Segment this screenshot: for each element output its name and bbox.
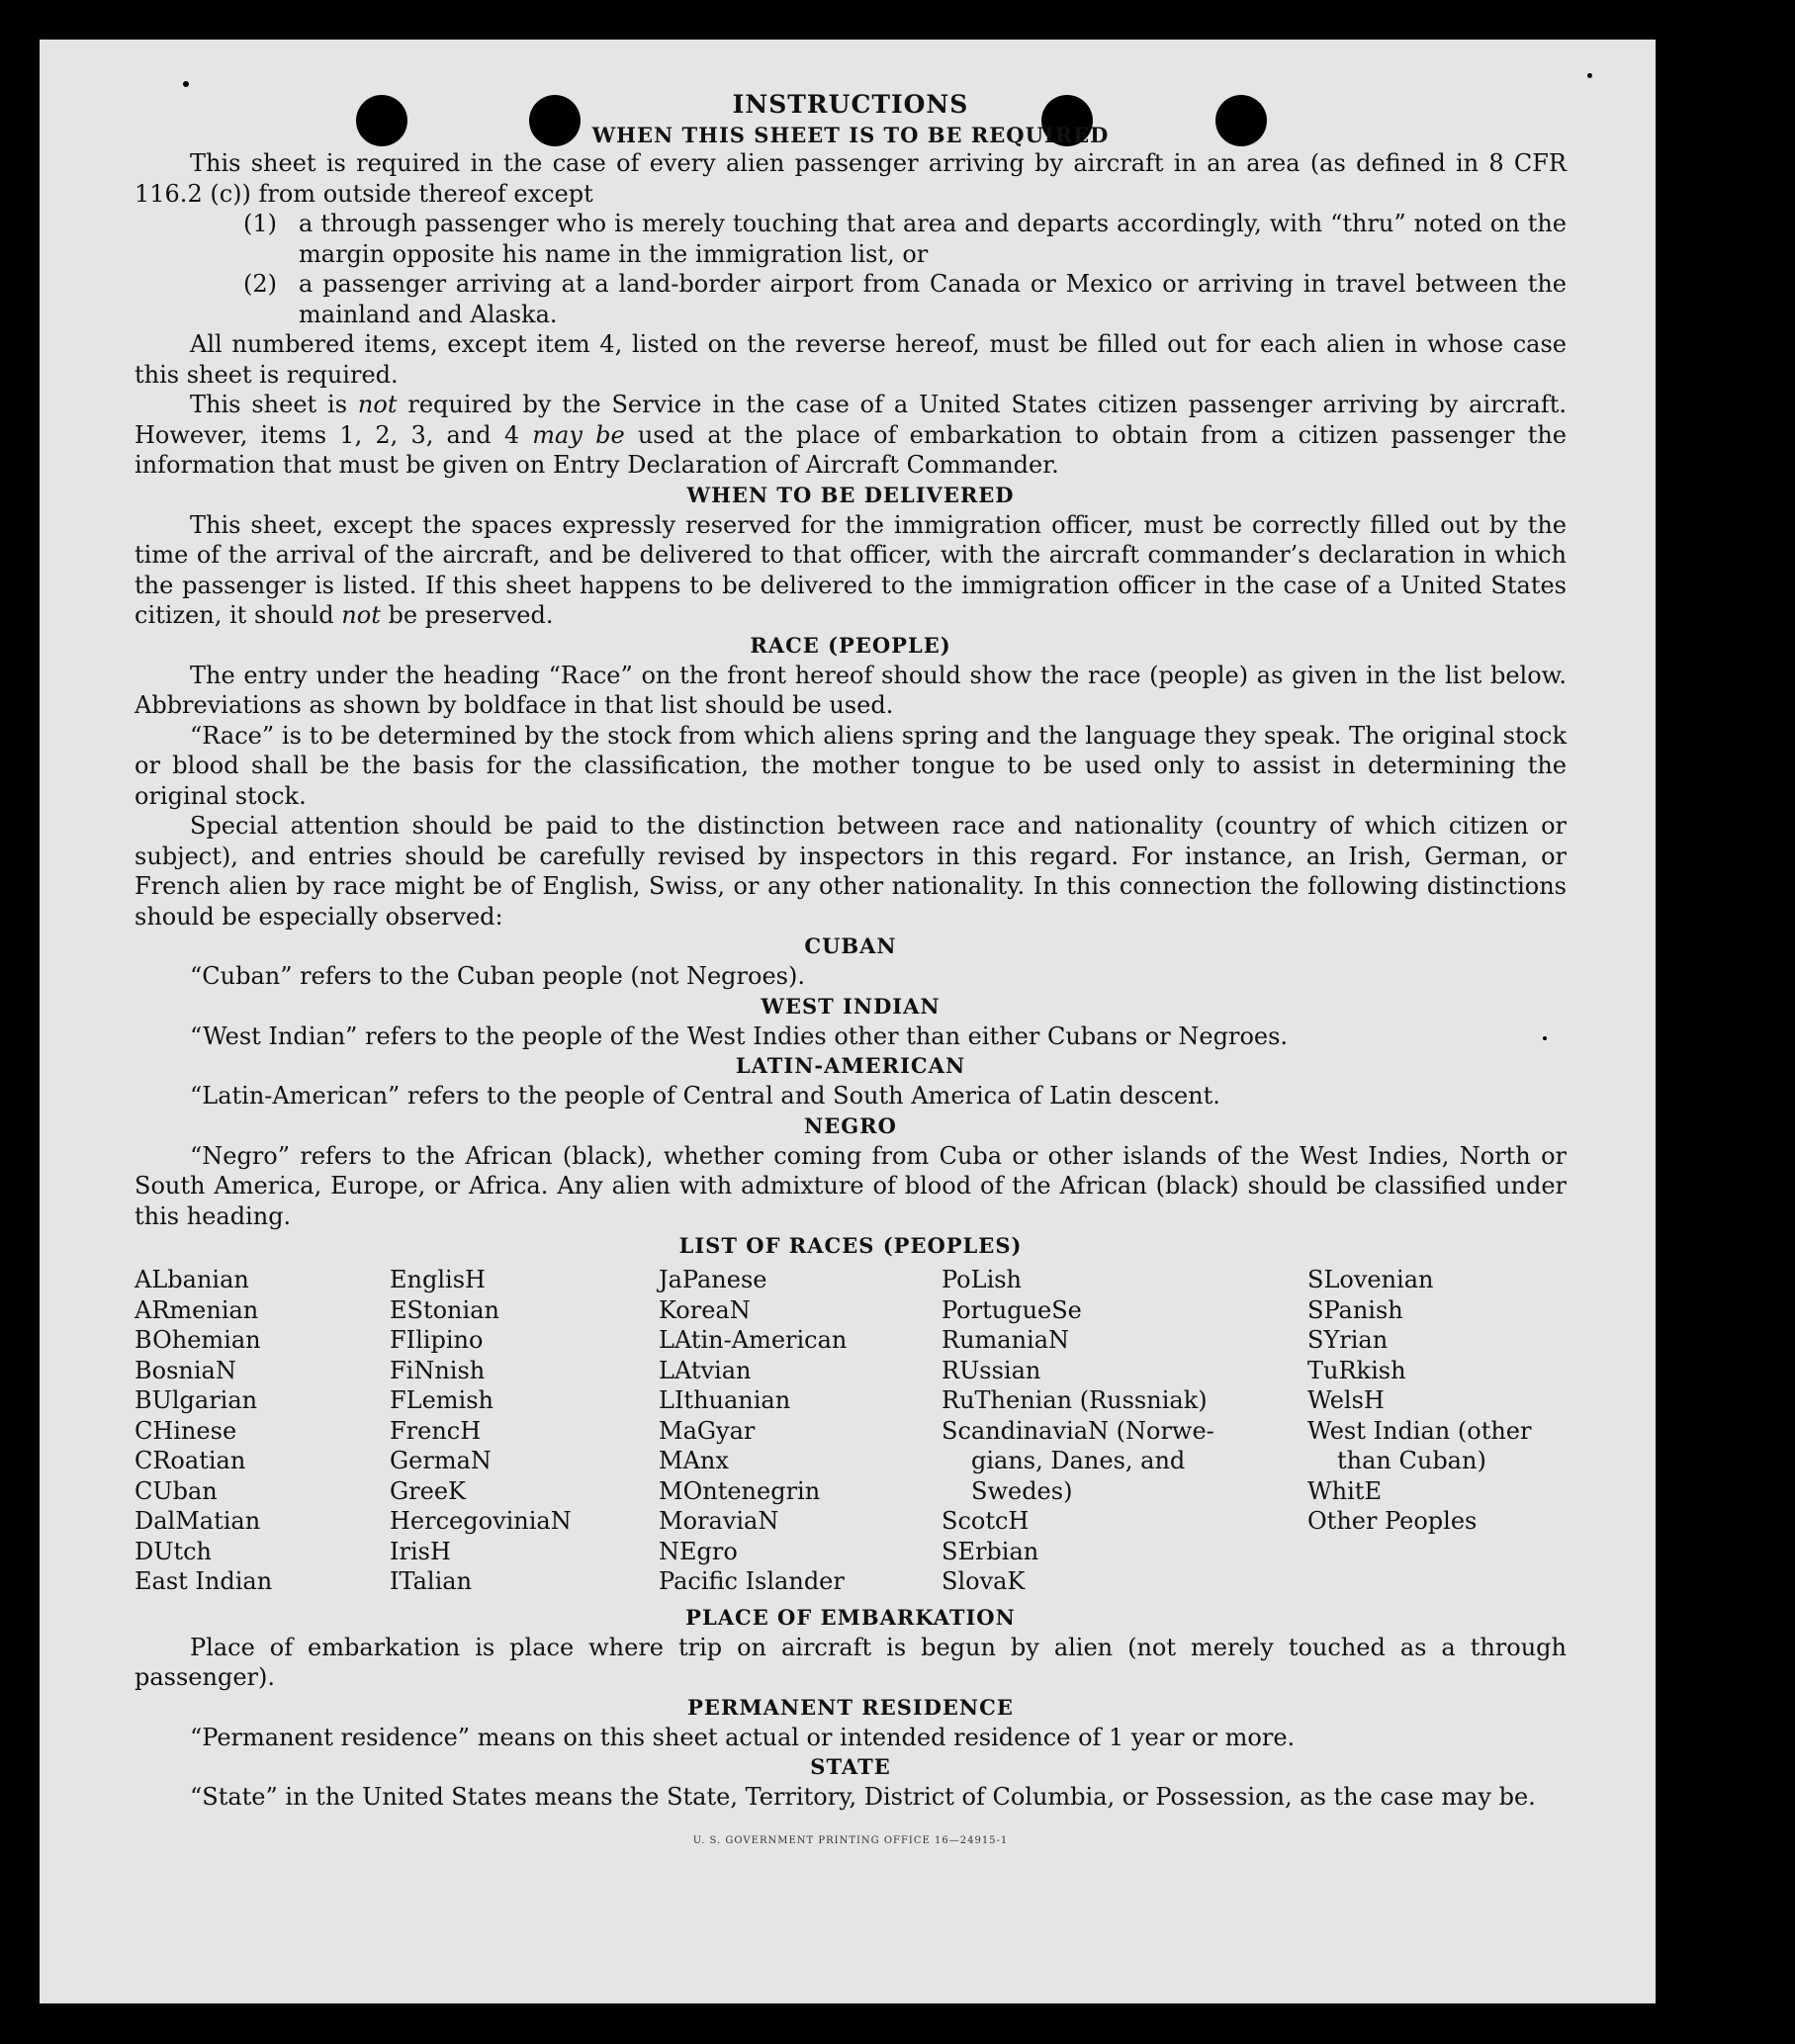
race-entry: West Indian (other (1307, 1416, 1532, 1445)
race-entry: ALbanian (135, 1266, 249, 1293)
instructions-content (135, 87, 1567, 1856)
race-entry: Other Peoples (1307, 1507, 1478, 1535)
paragraph: “Cuban” refers to the Cuban people (not Negroes). (190, 962, 805, 990)
race-entry: FrencH (390, 1416, 482, 1445)
speck (1587, 73, 1592, 78)
races-column (135, 1265, 390, 1597)
race-entry: LAtvian (659, 1356, 752, 1384)
race-entry: LAtin-American (659, 1326, 848, 1354)
race-entry: FIlipino (390, 1326, 484, 1354)
race-entry: BUlgarian (135, 1386, 258, 1414)
section-heading-cuban: CUBAN (804, 933, 897, 958)
race-entry: SErbian (942, 1537, 1039, 1565)
section-heading-state: STATE (810, 1754, 891, 1779)
race-entry: MoraviaN (659, 1507, 779, 1535)
race-entry: BosniaN (135, 1356, 236, 1384)
race-entry: CUban (135, 1476, 218, 1505)
race-entry: NEgro (659, 1537, 738, 1565)
section-heading-list-of-races: LIST OF RACES (PEOPLES) (678, 1233, 1023, 1258)
race-entry: BOhemian (135, 1326, 261, 1354)
paragraph: This sheet is not required by the Service in the case of a United States citizen passenger arriving by aircraft. However, items 1, 2, 3, and 4 may be used at the place of embarkation to obtain from a citizen passenger the information that must be given on Entry Declaration of Aircraft Commander. (135, 391, 1567, 479)
races-column (390, 1265, 659, 1597)
page-title: INSTRUCTIONS (732, 90, 969, 119)
race-entry: TuRkish (1307, 1356, 1406, 1384)
paragraph: The entry under the heading “Race” on the front hereof should show the race (people) as given in the list below. Abbreviations as shown by boldface in that list should be used. (135, 661, 1567, 719)
paragraph: “West Indian” refers to the people of the West Indies other than either Cubans or Negroes. (190, 1022, 1289, 1050)
races-column (659, 1265, 942, 1597)
paragraph: All numbered items, except item 4, listed on the reverse hereof, must be filled out for each alien in whose case this sheet is required. (135, 330, 1567, 389)
race-entry: WelsH (1307, 1386, 1385, 1414)
race-entry: GermaN (390, 1447, 492, 1474)
race-entry: DUtch (135, 1537, 213, 1565)
paragraph: Place of embarkation is place where trip on aircraft is begun by alien (not merely touched as a through passenger). (135, 1633, 1567, 1691)
race-entry: CRoatian (135, 1447, 246, 1474)
paragraph: “Race” is to be determined by the stock from which aliens spring and the language they speak. The original stock or blood shall be the basis for the classification, the mother tongue to be used only to assist in determining the original stock. (135, 721, 1567, 810)
race-entry: RUssian (942, 1356, 1041, 1384)
race-entry: WhitE (1307, 1476, 1382, 1505)
race-entry: DalMatian (135, 1507, 261, 1535)
race-entry: GreeK (390, 1476, 466, 1505)
section-heading-race: RACE (PEOPLE) (750, 632, 951, 658)
race-entry: SLovenian (1307, 1266, 1434, 1293)
race-entry: MOntenegrin (659, 1476, 821, 1505)
section-heading-negro: NEGRO (804, 1112, 897, 1138)
race-entry: FiNnish (390, 1356, 486, 1384)
race-entry: ARmenian (135, 1295, 259, 1324)
paragraph: Special attention should be paid to the distinction between race and nationality (country of which citizen or subject), and entries should be carefully revised by inspectors in this regard. For instance, an Irish, German, or French alien by race might be of English, Swiss, or any other nationality. In this connection the following distinctions should be especially observed: (135, 812, 1567, 931)
race-entry: MAnx (659, 1447, 729, 1474)
paragraph: “Negro” refers to the African (black), whether coming from Cuba or other islands of the West Indies, North or South America, Europe, or Africa. Any alien with admixture of blood of the African (black) should be classified under this heading. (135, 1141, 1567, 1230)
race-entry: FLemish (390, 1386, 494, 1414)
paragraph: “Latin-American” refers to the people of Central and South America of Latin descent. (190, 1082, 1220, 1110)
race-entry: SlovaK (942, 1567, 1026, 1595)
section-heading-west-indian: WEST INDIAN (761, 993, 941, 1019)
section-heading-delivered: WHEN TO BE DELIVERED (686, 482, 1015, 507)
section-heading-latin-american: LATIN-AMERICAN (735, 1053, 966, 1078)
race-entry: RumaniaN (942, 1326, 1070, 1354)
section-heading-residence: PERMANENT RESIDENCE (687, 1694, 1014, 1720)
race-entry: gians, Danes, and (971, 1447, 1186, 1474)
printer-imprint: U. S. GOVERNMENT PRINTING OFFICE 16—24915-1 (692, 1834, 1009, 1846)
section-heading-required: WHEN THIS SHEET IS TO BE REQUIRED (591, 123, 1110, 147)
race-entry: EnglisH (390, 1266, 486, 1293)
race-entry: SYrian (1307, 1326, 1389, 1354)
race-entry: EStonian (390, 1295, 499, 1324)
races-column (942, 1265, 1307, 1597)
paragraph: “Permanent residence” means on this sheet actual or intended residence of 1 year or more. (190, 1723, 1296, 1751)
list-item: (2) a passenger arriving at a land-border airport from Canada or Mexico or arriving in travel between the mainland and Alaska. (243, 270, 1567, 328)
race-entry: Swedes) (971, 1476, 1073, 1505)
race-entry: LIthuanian (659, 1386, 791, 1414)
section-heading-embarkation: PLACE OF EMBARKATION (685, 1604, 1016, 1630)
races-table (135, 1265, 1567, 1597)
races-column (1307, 1265, 1567, 1597)
paragraph: “State” in the United States means the State, Territory, District of Columbia, or Possession, as the case may be. (190, 1783, 1536, 1811)
race-entry: HercegoviniaN (390, 1507, 572, 1535)
race-entry: than Cuban) (1337, 1447, 1486, 1474)
paragraph: This sheet is required in the case of every alien passenger arriving by aircraft in an area (as defined in 8 CFR 116.2 (c)) from outside thereof except (135, 149, 1567, 208)
race-entry: Pacific Islander (659, 1567, 845, 1595)
race-entry: IrisH (390, 1537, 451, 1565)
race-entry: KoreaN (659, 1295, 751, 1324)
race-entry: RuThenian (Russniak) (942, 1386, 1208, 1414)
race-entry: SPanish (1307, 1295, 1403, 1324)
race-entry: East Indian (135, 1567, 273, 1595)
race-entry: ScotcH (942, 1507, 1030, 1535)
race-entry: ITalian (390, 1567, 473, 1595)
race-entry: ScandinaviaN (Norwe- (942, 1416, 1214, 1445)
document-sheet (40, 40, 1656, 2003)
race-entry: CHinese (135, 1416, 237, 1445)
race-entry: PortugueSe (942, 1295, 1082, 1324)
paragraph: This sheet, except the spaces expressly reserved for the immigration officer, must be correctly filled out by the time of the arrival of the aircraft, and be delivered to that officer, with the aircraft commander’s declaration in which the passenger is listed. If this sheet happens to be delivered to the immigration officer in the case of a United States citizen, it should not be preserved. (135, 510, 1567, 629)
list-item: (1) a through passenger who is merely touching that area and departs accordingly, with “thru” noted on the margin opposite his name in the immigration list, or (243, 210, 1567, 268)
race-entry: PoLish (942, 1266, 1023, 1293)
race-entry: MaGyar (659, 1416, 756, 1445)
race-entry: JaPanese (659, 1266, 767, 1293)
